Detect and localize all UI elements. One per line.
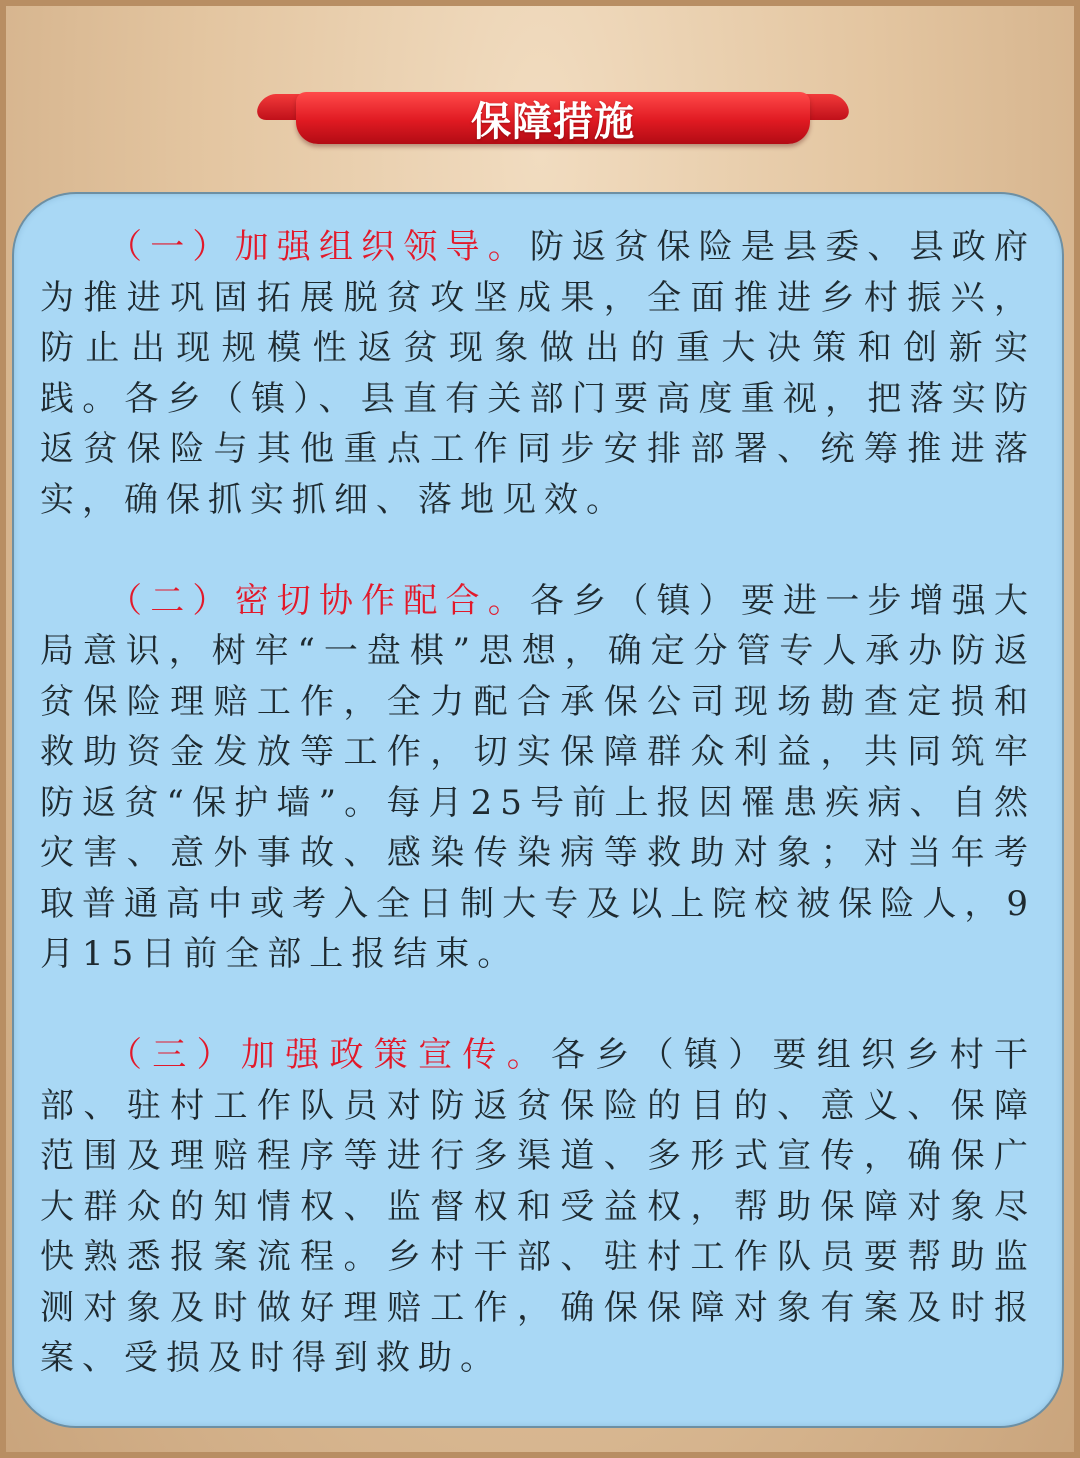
- section-2-heading: （二）密切协作配合。: [108, 580, 530, 621]
- section-1: [40, 222, 1036, 525]
- section-1-heading: （一）加强组织领导。: [108, 227, 530, 267]
- page-title: 保障措施: [471, 98, 635, 145]
- section-1-body: 防返贫保险是县委、县政府为推进巩固拓展脱贫攻坚成果，全面推进乡村振兴，防止出现规模性返贫现象做出的重大决策和创新实践。各乡（镇）、县直有关部门要高度重视，把落实防返贫保险与其他重点工作同步安排部署、统筹推进落实，确保抓实抓细、落地见效。: [40, 227, 1037, 520]
- section-2-body: 各乡（镇）要进一步增强大局意识，树牢“一盘棋”思想，确定分管专人承办防返贫保险理赔工作，全力配合承保公司现场勘查定损和救助资金发放等工作，切实保障群众利益，共同筑牢防返贫“保护墙”。每月25号前上报因罹患疾病、自然灾害、意外事故、感染传染病等救助对象；对当年考取普通高中或考入全日制大专及以上院校被保险人，9月15日前全部上报结束。: [40, 580, 1037, 974]
- ribbon-banner: [296, 92, 810, 144]
- section-2: [40, 576, 1036, 980]
- content-area: [40, 222, 1036, 1384]
- section-3-heading: （三）加强政策宣传。: [108, 1035, 551, 1075]
- section-3-body: 各乡（镇）要组织乡村干部、驻村工作队员对防返贫保险的目的、意义、保障范围及理赔程序等进行多渠道、多形式宣传，确保广大群众的知情权、监督权和受益权，帮助保障对象尽快熟悉报案流程。乡村干部、驻村工作队员要帮助监测对象及时做好理赔工作，确保保障对象有案及时报案、受损及时得到救助。: [40, 1035, 1036, 1378]
- title-ribbon: [258, 86, 848, 150]
- section-3: [40, 1030, 1036, 1384]
